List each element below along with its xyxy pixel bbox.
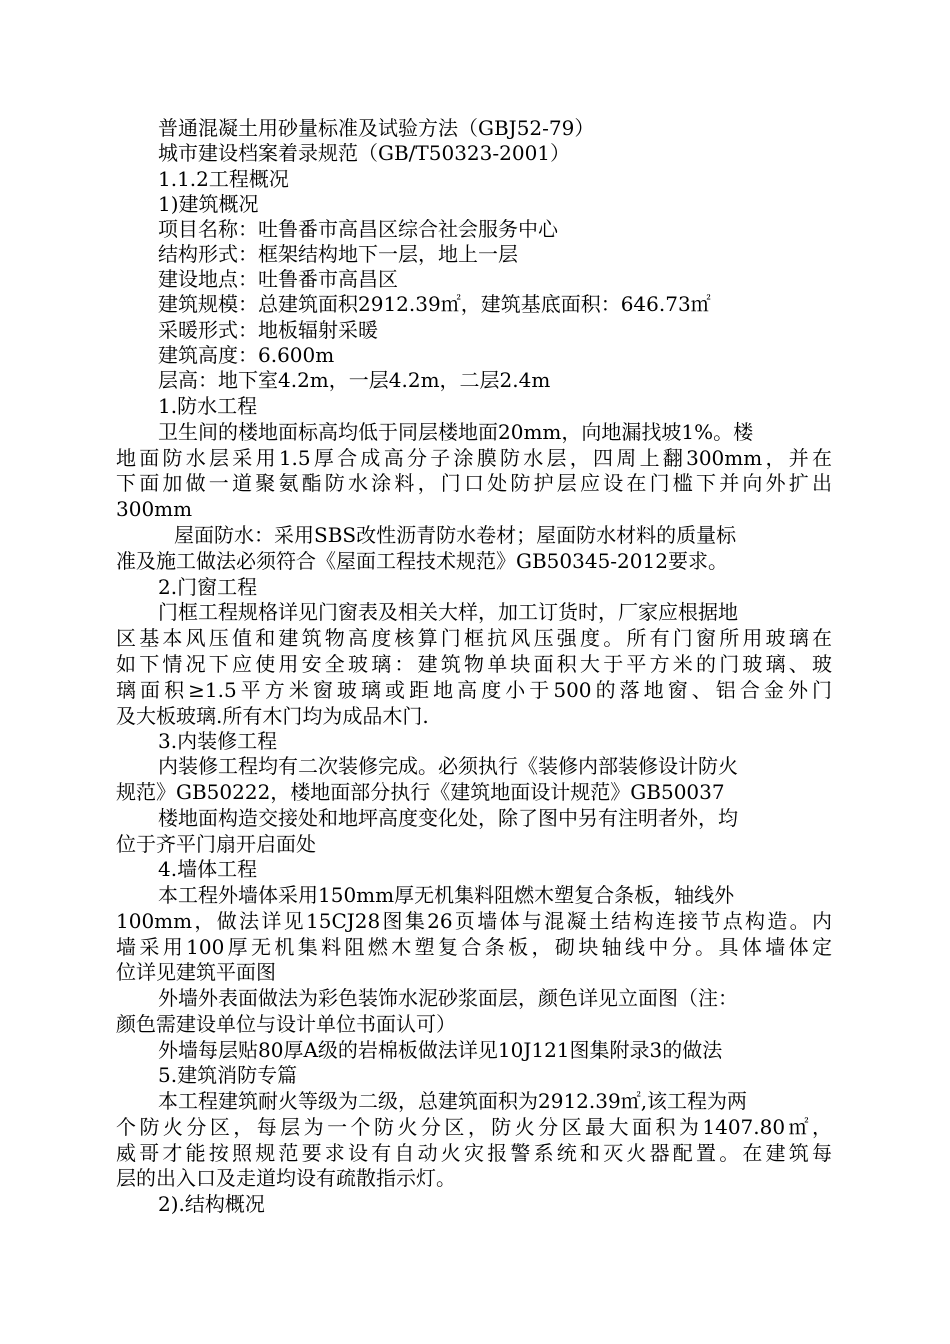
paragraph-line-roof-waterproofing: 屋面防水：采用SBS改性沥青防水卷材；屋面防水材料的质量标 [174, 523, 737, 547]
section-heading-interior-finishing: 3.内装修工程 [158, 729, 278, 753]
section-heading-waterproofing: 1.防水工程 [158, 394, 258, 418]
paragraph-line: 100mm，做法详见15CJ28图集26页墙体与混凝土结构连接节点构造。内 [116, 909, 832, 933]
paragraph-line: 本工程外墙体采用150mm厚无机集料阻燃木塑复合条板，轴线外 [158, 883, 735, 907]
text-line-heating-form: 采暖形式：地板辐射采暖 [158, 318, 378, 342]
text-line-standard-gbj52: 普通混凝土用砂量标准及试验方法（GBJ52-79） [158, 116, 595, 140]
text-line-floor-heights: 层高：地下室4.2m，一层4.2m，二层2.4m [158, 368, 551, 392]
paragraph-line: 颜色需建设单位与设计单位书面认可） [116, 1012, 456, 1036]
paragraph-line: 楼地面构造交接处和地坪高度变化处，除了图中另有注明者外，均 [158, 806, 738, 830]
paragraph-line: 本工程建筑耐火等级为二级，总建筑面积为2912.39㎡,该工程为两 [158, 1089, 748, 1113]
paragraph-line: 个防火分区，每层为一个防火分区，防火分区最大面积为1407.80㎡， [116, 1115, 832, 1139]
paragraph-line: 内装修工程均有二次装修完成。必须执行《装修内部装修设计防火 [158, 754, 738, 778]
paragraph-line: 卫生间的楼地面标高均低于同层楼地面20mm，向地漏找坡1%。楼 [158, 420, 754, 444]
text-line-standard-gbt50323: 城市建设档案着录规范（GB/T50323-2001） [158, 141, 571, 165]
paragraph-line: 地面防水层采用1.5厚合成高分子涂膜防水层，四周上翻300mm，并在 [116, 446, 832, 470]
paragraph-line: 准及施工做法必须符合《屋面工程技术规范》GB50345-2012要求。 [116, 549, 728, 573]
paragraph-line: 璃面积≥1.5平方米窗玻璃或距地高度小于500的落地窗、铝合金外门 [116, 678, 832, 702]
paragraph-line: 如下情况下应使用安全玻璃：建筑物单块面积大于平方米的门玻璃、玻 [116, 652, 832, 676]
paragraph-line: 300mm [116, 497, 193, 521]
paragraph-line: 下面加做一道聚氨酯防水涂料，门口处防护层应设在门槛下并向外扩出 [116, 471, 832, 495]
paragraph-line: 外墙每层贴80厚A级的岩棉板做法详见10J121图集附录3的做法 [158, 1038, 723, 1062]
paragraph-line: 位详见建筑平面图 [116, 960, 276, 984]
paragraph-line: 墙采用100厚无机集料阻燃木塑复合条板，砌块轴线中分。具体墙体定 [116, 935, 832, 959]
paragraph-line: 及大板玻璃.所有木门均为成品木门. [116, 704, 429, 728]
section-heading-doors-windows: 2.门窗工程 [158, 575, 258, 599]
text-line-project-name: 项目名称：吐鲁番市高昌区综合社会服务中心 [158, 217, 558, 241]
paragraph-line: 威哥才能按照规范要求设有自动火灾报警系统和灭火器配置。在建筑每 [116, 1141, 832, 1165]
text-line-building-scale: 建筑规模：总建筑面积2912.39㎡，建筑基底面积：646.73㎡ [158, 292, 711, 316]
section-heading-project-overview: 1.1.2工程概况 [158, 167, 289, 191]
paragraph-line: 位于齐平门扇开启面处 [116, 832, 316, 856]
text-line-building-height: 建筑高度：6.600m [158, 343, 335, 367]
paragraph-line: 区基本风压值和建筑物高度核算门框抗风压强度。所有门窗所用玻璃在 [116, 626, 832, 650]
paragraph-line: 层的出入口及走道均设有疏散指示灯。 [116, 1166, 456, 1190]
text-line-site-location: 建设地点：吐鲁番市高昌区 [158, 267, 398, 291]
subsection-heading-structure-overview: 2).结构概况 [158, 1192, 265, 1216]
paragraph-line: 规范》GB50222，楼地面部分执行《建筑地面设计规范》GB50037 [116, 780, 725, 804]
section-heading-fire-protection: 5.建筑消防专篇 [158, 1063, 298, 1087]
paragraph-line: 外墙外表面做法为彩色装饰水泥砂浆面层，颜色详见立面图（注： [158, 986, 738, 1010]
text-line-structure-form: 结构形式：框架结构地下一层，地上一层 [158, 242, 518, 266]
subsection-heading-building-overview: 1)建筑概况 [158, 192, 259, 216]
paragraph-line: 门框工程规格详见门窗表及相关大样，加工订货时，厂家应根据地 [158, 600, 738, 624]
section-heading-wall-works: 4.墙体工程 [158, 857, 258, 881]
